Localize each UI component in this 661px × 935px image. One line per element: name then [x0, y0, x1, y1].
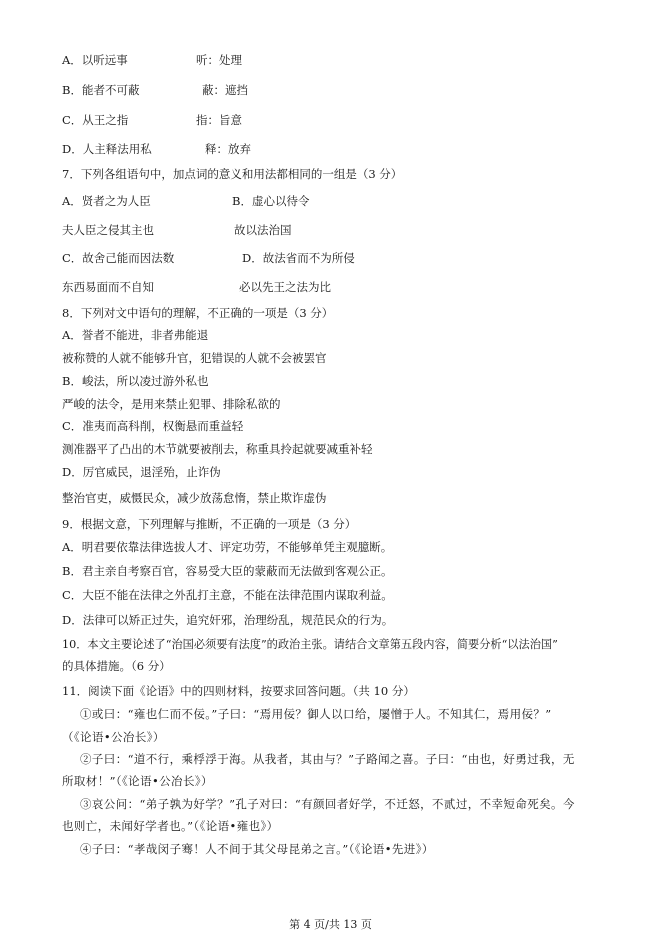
q11-material-3-line1: ③哀公问：“弟子孰为好学？”孔子对曰：“有颜回者好学，不迁怒，不贰过，不幸短命死矣。今: [80, 797, 575, 811]
q7-option-c: C．故舍己能而因法数: [62, 251, 175, 265]
q11-material-3-line2: 也则亡，未闻好学者也。”（《论语•雍也》）: [62, 819, 279, 833]
q7-option-a: A．贤者之为人臣: [62, 194, 151, 208]
q7-stem: 7．下列各组语句中，加点词的意义和用法都相同的一组是（3 分）: [62, 167, 403, 181]
q6-option-a-gloss: 听：处理: [196, 53, 242, 67]
q9-option-b: B．君主亲自考察百官，容易受大臣的蒙蔽而无法做到客观公正。: [62, 564, 393, 578]
q9-option-d: D．法律可以矫正过失，追究奸邪，治理纷乱，规范民众的行为。: [62, 613, 394, 627]
q11-material-2-line1: ②子曰：“道不行，乘桴浮于海。从我者，其由与？”子路闻之喜。子曰：“由也，好勇过我，无: [80, 752, 575, 766]
q8-option-d-translation: 整治官吏，威慑民众，减少放荡怠惰，禁止欺诈虚伪: [62, 491, 327, 505]
q8-option-a: A．誉者不能进，非者弗能退: [62, 328, 209, 342]
q7-option-b: B．虚心以待令: [232, 194, 310, 208]
q8-stem: 8．下列对文中语句的理解，不正确的一项是（3 分）: [62, 306, 334, 320]
q6-option-a: A．以听远事: [62, 53, 128, 67]
q6-option-d-gloss: 释：放弃: [205, 142, 251, 156]
q8-option-c-translation: 测准器平了凸出的木节就要被削去，称重具拎起就要减重补轻: [62, 442, 373, 456]
q8-option-b: B．峻法，所以凌过游外私也: [62, 374, 209, 388]
q11-material-1-line2: （《论语•公冶长》）: [62, 730, 165, 744]
q11-stem: 11．阅读下面《论语》中的四则材料，按要求回答问题。（共 10 分）: [62, 684, 415, 698]
q8-option-a-translation: 被称赞的人就不能够升官，犯错误的人就不会被罢官: [62, 351, 327, 365]
q11-material-1-line1: ①或曰：“雍也仁而不佞。”子曰：“焉用佞？御人以口给，屡憎于人。不知其仁，焉用佞？”: [80, 707, 552, 721]
page-number: 第 4 页/共 13 页: [289, 918, 372, 931]
q7-option-d: D．故法省而不为所侵: [242, 251, 355, 265]
q9-option-a: A．明君要依靠法律选拔人才、评定功劳，不能够单凭主观臆断。: [62, 540, 393, 554]
q6-option-b-gloss: 蔽：遮挡: [202, 83, 248, 97]
q9-stem: 9．根据文意，下列理解与推断，不正确的一项是（3 分）: [62, 517, 357, 531]
q8-option-b-translation: 严峻的法令，是用来禁止犯罪、排除私欲的: [62, 397, 281, 411]
q7-option-a-second: 夫人臣之侵其主也: [62, 223, 154, 237]
q6-option-b: B．能者不可蔽: [62, 83, 140, 97]
q8-option-d: D．厉官威民，退淫殆，止诈伪: [62, 465, 221, 479]
q7-option-c-second: 东西易面而不自知: [62, 280, 154, 294]
q11-material-4-line1: ④子曰：“孝哉闵子骞！人不间于其父母昆弟之言。”（《论语•先进》）: [80, 842, 434, 856]
q8-option-c: C．准夷而高科削，权衡悬而重益轻: [62, 419, 244, 433]
q11-material-2-line2: 所取材！”（《论语•公冶长》）: [62, 774, 213, 788]
q10-stem-line1: 10．本文主要论述了“治国必须要有法度”的政治主张。请结合文章第五段内容，简要分析“以法治国”: [62, 638, 558, 651]
q7-option-d-second: 必以先王之法为比: [239, 280, 331, 294]
q6-option-c: C．从王之指: [62, 113, 129, 127]
q7-option-b-second: 故以法治国: [234, 223, 292, 237]
q6-option-d: D．人主释法用私: [62, 142, 152, 156]
q9-option-c: C．大臣不能在法律之外乱打主意，不能在法律范围内谋取利益。: [62, 588, 393, 602]
q10-stem-line2: 的具体措施。（6 分）: [62, 659, 171, 673]
q6-option-c-gloss: 指：旨意: [196, 113, 242, 127]
